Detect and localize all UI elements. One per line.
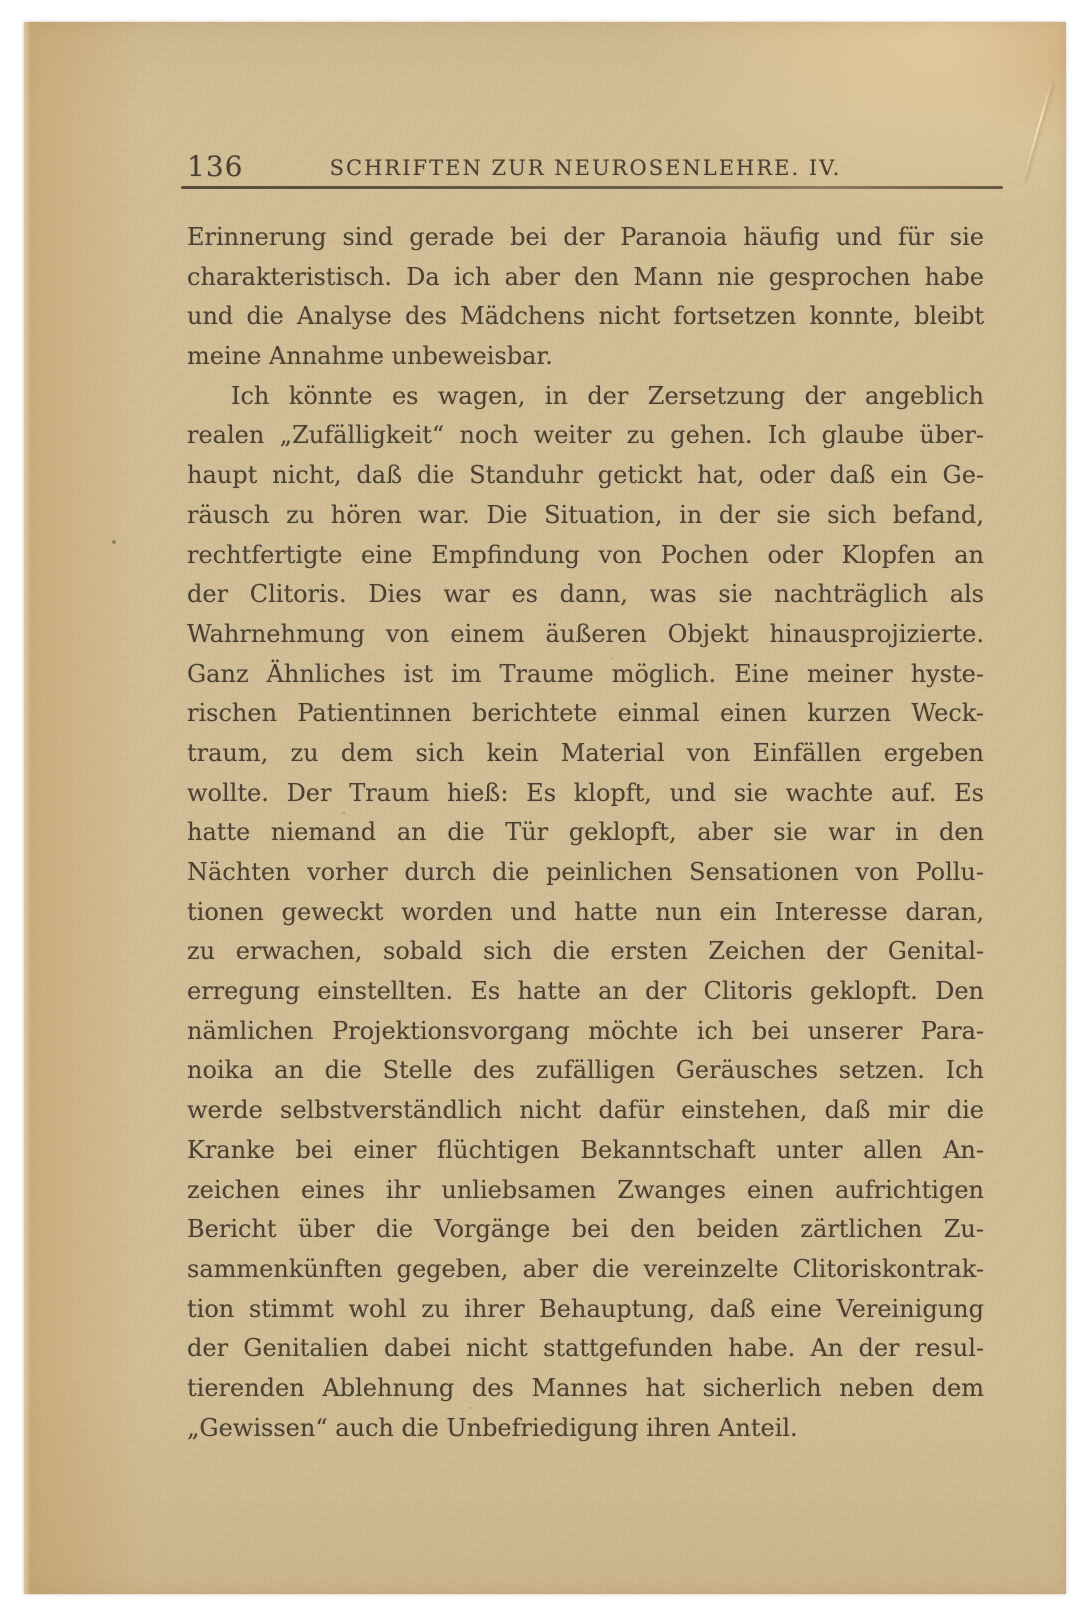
- text-line: tierenden Ablehnung des Mannes hat sicherlich neben dem: [187, 1373, 984, 1402]
- paper-specks: [112, 540, 116, 544]
- text-line: hatte niemand an die Tür geklopft, aber sie war in den: [187, 818, 984, 847]
- text-block: [187, 218, 984, 1448]
- text-line: rechtfertigte eine Empfindung von Pochen oder Klopfen an: [187, 540, 984, 569]
- text-line: und die Analyse des Mädchens nicht fortsetzen konnte, bleibt: [187, 302, 984, 331]
- text-line: Kranke bei einer flüchtigen Bekanntschaft unter allen An-: [187, 1135, 984, 1164]
- running-header-title: SCHRIFTEN ZUR NEUROSENLEHRE. IV.: [329, 156, 842, 180]
- text-line: zu erwachen, sobald sich die ersten Zeichen der Genital-: [187, 937, 984, 966]
- text-line: „Gewissen“ auch die Unbefriedigung ihren Anteil.: [187, 1413, 798, 1442]
- text-line: wollte. Der Traum hieß: Es klopft, und sie wachte auf. Es: [187, 778, 984, 807]
- text-line: Nächten vorher durch die peinlichen Sensationen von Pollu-: [187, 858, 984, 886]
- text-line: räusch zu hören war. Die Situation, in der sie sich befand,: [187, 500, 984, 529]
- text-line: sammenkünften gegeben, aber die vereinzelte Clitoriskontrak-: [187, 1254, 984, 1283]
- text-line: meine Annahme unbeweisbar.: [187, 342, 553, 371]
- page-corner-crease: [1022, 82, 1053, 183]
- text-line: zeichen eines ihr unliebsamen Zwanges einen aufrichtigen: [187, 1175, 984, 1204]
- text-line: tionen geweckt worden und hatte nun ein Interesse daran,: [187, 897, 984, 926]
- text-line: Ganz Ähnliches ist im Traume möglich. Eine meiner hyste-: [187, 659, 984, 688]
- text-line: werde selbstverständlich nicht dafür einstehen, daß mir die: [187, 1096, 984, 1125]
- text-line: Bericht über die Vorgänge bei den beiden zärtlichen Zu-: [187, 1215, 984, 1244]
- text-line: noika an die Stelle des zufälligen Geräusches setzen. Ich: [187, 1056, 984, 1085]
- page-number: 136: [187, 150, 244, 183]
- text-line: Erinnerung sind gerade bei der Paranoia häufig und für sie: [187, 223, 984, 251]
- text-line: tion stimmt wohl zu ihrer Behauptung, daß eine Vereinigung: [187, 1294, 984, 1323]
- text-line: realen „Zufälligkeit“ noch weiter zu gehen. Ich glaube über-: [187, 421, 984, 450]
- text-line: charakteristisch. Da ich aber den Mann nie gesprochen habe: [187, 262, 984, 291]
- text-line: der Clitoris. Dies war es dann, was sie nachträglich als: [187, 580, 984, 609]
- text-line: haupt nicht, daß die Standuhr getickt hat, oder daß ein Ge-: [187, 461, 984, 490]
- header-rule: [181, 186, 1003, 189]
- text-line: traum, zu dem sich kein Material von Einfällen ergeben: [187, 738, 984, 767]
- text-line: erregung einstellten. Es hatte an der Clitoris geklopft. Den: [187, 977, 984, 1006]
- text-line: Ich könnte es wagen, in der Zersetzung der angeblich: [231, 381, 984, 410]
- text-line: rischen Patientinnen berichtete einmal einen kurzen Weck-: [187, 699, 984, 728]
- text-line: nämlichen Projektionsvorgang möchte ich bei unserer Para-: [187, 1016, 984, 1045]
- text-line: der Genitalien dabei nicht stattgefunden habe. An der resul-: [187, 1334, 984, 1363]
- scanned-page: [24, 22, 1066, 1594]
- text-line: Wahrnehmung von einem äußeren Objekt hinausprojizierte.: [187, 619, 984, 648]
